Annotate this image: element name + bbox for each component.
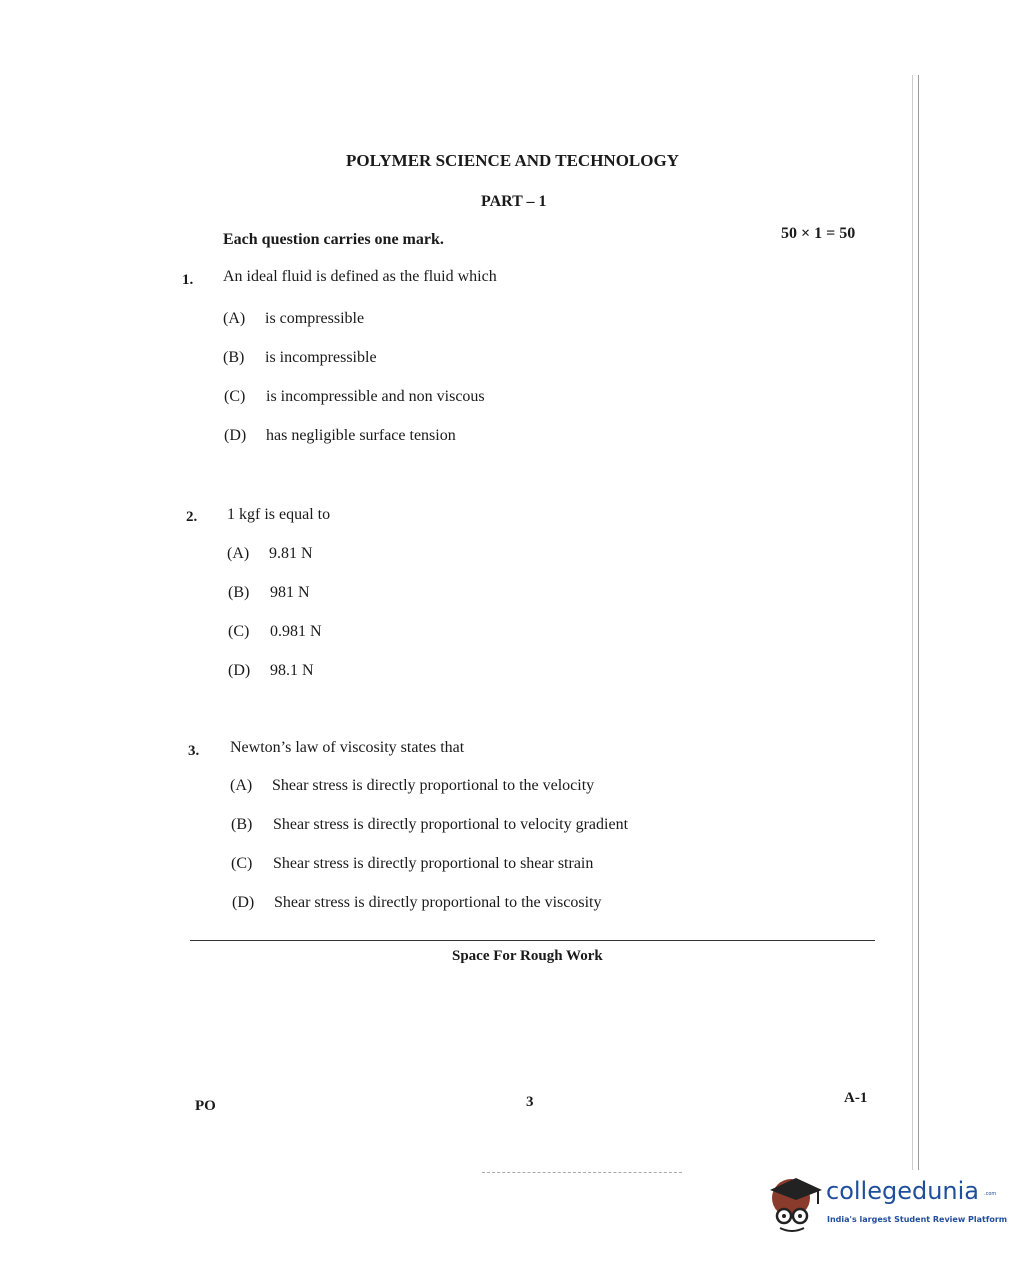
- option-label: (B): [231, 816, 253, 833]
- question-1-option-b: [223, 349, 377, 367]
- option-label: (C): [224, 388, 246, 405]
- option-label: (A): [230, 777, 253, 794]
- option-text: 0.981 N: [270, 623, 322, 640]
- question-3-option-d: [232, 894, 602, 912]
- question-3-option-c: [231, 855, 593, 873]
- question-2-text: 1 kgf is equal to: [227, 506, 331, 523]
- question-2-option-d: [228, 662, 314, 680]
- option-label: (B): [228, 584, 250, 601]
- footer-series-code: A-1: [844, 1090, 868, 1106]
- question-3-number: 3.: [188, 743, 200, 759]
- option-label: (D): [224, 427, 247, 444]
- part-heading: PART – 1: [481, 193, 547, 210]
- footer-page-number: 3: [526, 1094, 534, 1110]
- question-1-option-a: [223, 310, 364, 328]
- rough-work-heading: Space For Rough Work: [452, 948, 603, 964]
- question-3-option-b: [231, 816, 628, 834]
- question-2-option-a: [227, 545, 313, 563]
- option-text: Shear stress is directly proportional to the viscosity: [274, 894, 602, 911]
- footer-subject-code: PO: [195, 1098, 216, 1114]
- option-label: (B): [223, 349, 245, 366]
- option-text: is compressible: [265, 310, 365, 327]
- scan-edge-line: [918, 75, 919, 1170]
- option-text: Shear stress is directly proportional to the velocity: [272, 777, 595, 794]
- option-label: (C): [231, 855, 253, 872]
- question-3-option-a: [230, 777, 594, 795]
- question-1-number: 1.: [182, 272, 194, 288]
- option-text: is incompressible: [265, 349, 377, 366]
- option-text: Shear stress is directly proportional to shear strain: [273, 855, 594, 872]
- option-text: 9.81 N: [269, 545, 313, 562]
- option-label: (D): [228, 662, 251, 679]
- instruction-text: Each question carries one mark.: [223, 231, 444, 248]
- question-1-option-c: [224, 388, 485, 406]
- option-text: 981 N: [270, 584, 310, 601]
- watermark-brand-name: collegedunia: [826, 1177, 980, 1205]
- option-text: 98.1 N: [270, 662, 314, 679]
- paper-title: POLYMER SCIENCE AND TECHNOLOGY: [346, 151, 679, 170]
- scan-edge-line-faint: [912, 75, 913, 1170]
- option-label: (C): [228, 623, 250, 640]
- option-label: (A): [223, 310, 246, 327]
- rough-work-divider: [190, 940, 875, 941]
- question-2-option-b: [228, 584, 310, 602]
- question-1-text: An ideal fluid is defined as the fluid which: [223, 268, 497, 285]
- question-2-option-c: [228, 623, 322, 641]
- watermark-tagline: India's largest Student Review Platform: [827, 1215, 1008, 1224]
- question-2-number: 2.: [186, 509, 198, 525]
- option-text: has negligible surface tension: [266, 427, 456, 444]
- question-1-option-d: [224, 427, 456, 445]
- scan-dash-line: [482, 1172, 682, 1173]
- question-3-text: Newton’s law of viscosity states that: [230, 739, 465, 756]
- option-text: Shear stress is directly proportional to velocity gradient: [273, 816, 629, 833]
- option-text: is incompressible and non viscous: [266, 388, 485, 405]
- option-label: (D): [232, 894, 255, 911]
- option-label: (A): [227, 545, 250, 562]
- watermark-com-text: .com: [984, 1191, 997, 1197]
- marks-scheme: 50 × 1 = 50: [781, 225, 856, 242]
